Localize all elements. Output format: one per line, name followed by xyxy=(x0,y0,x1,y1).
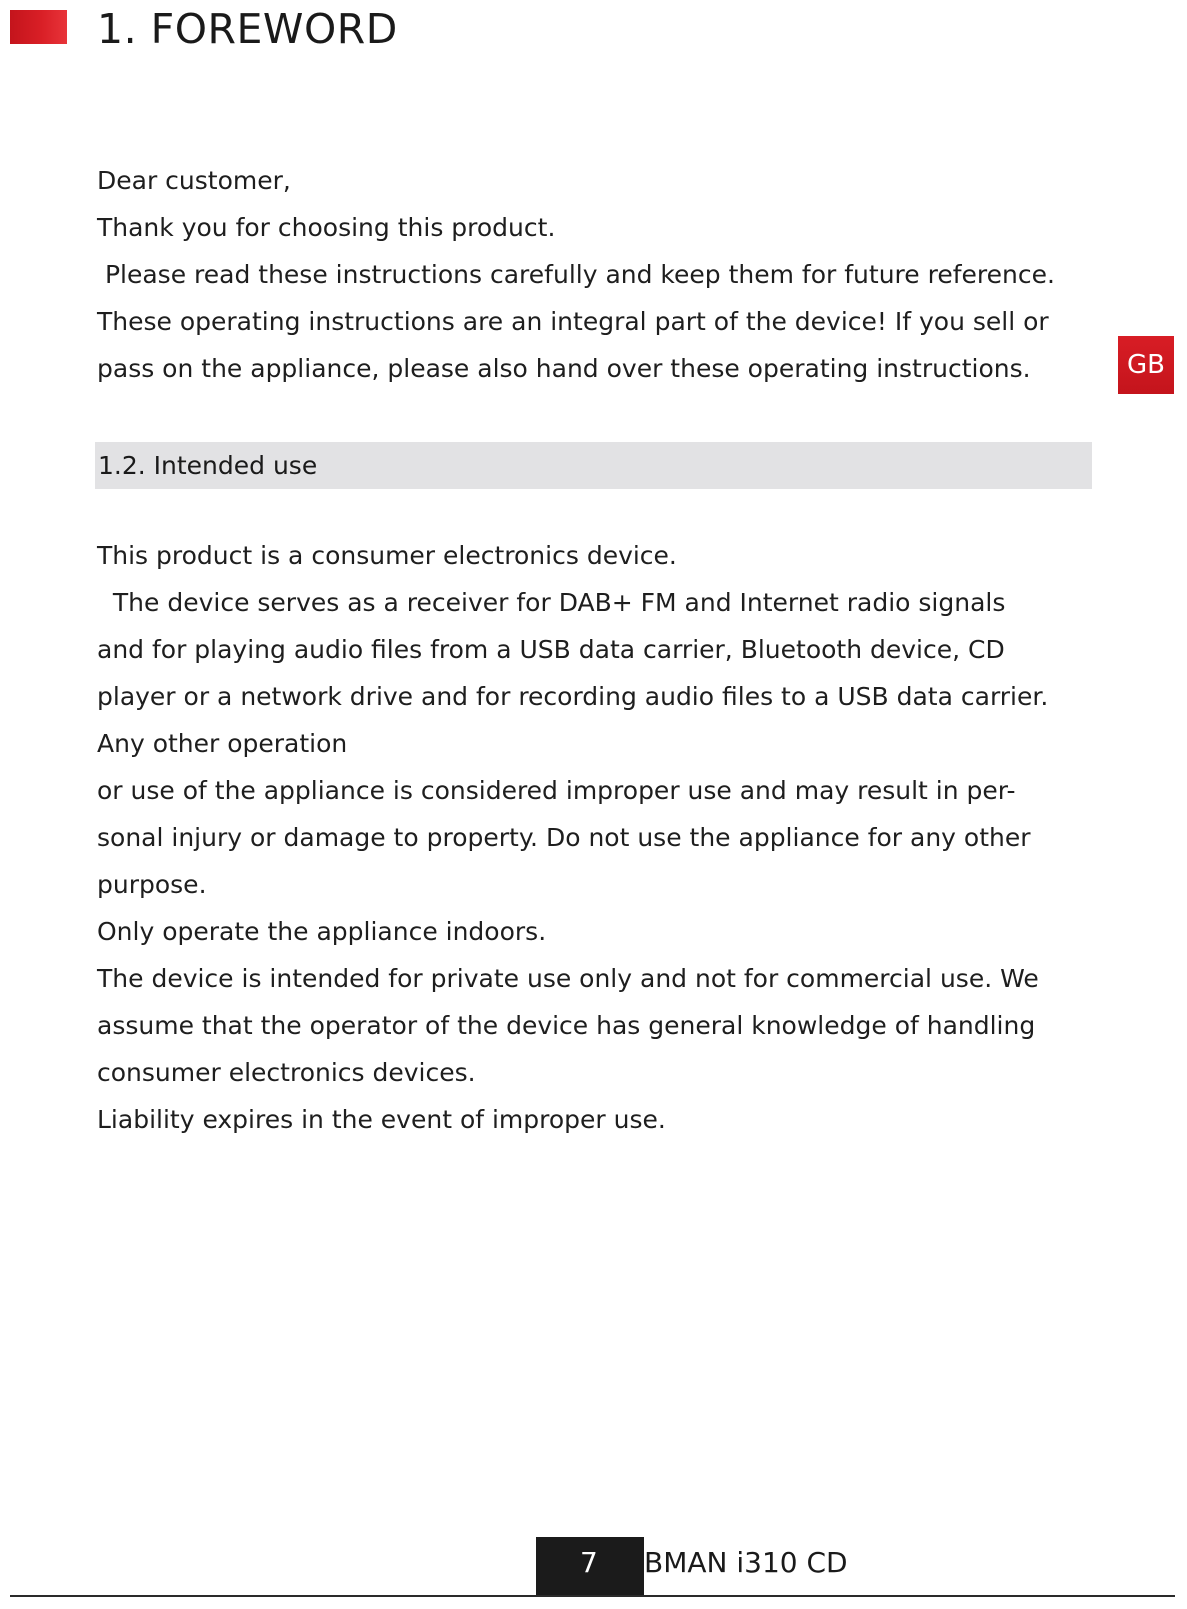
language-badge: GB xyxy=(1118,336,1174,394)
body-line: assume that the operator of the device has general knowledge of handling xyxy=(97,1011,1036,1040)
body-line: sonal injury or damage to property. Do not use the appliance for any other xyxy=(97,823,1031,852)
body-line: purpose. xyxy=(97,870,207,899)
body-line: The device serves as a receiver for DAB+ FM and Internet radio signals xyxy=(97,588,1006,617)
chapter-title: 1. FOREWORD xyxy=(97,5,398,53)
body-line: consumer electronics devices. xyxy=(97,1058,476,1087)
body-line: The device is intended for private use only and not for commercial use. We xyxy=(97,964,1039,993)
body-line: Any other operation xyxy=(97,729,348,758)
intro-line: These operating instructions are an integral part of the device! If you sell or xyxy=(97,307,1049,336)
intro-line: Please read these instructions carefully and keep them for future reference. xyxy=(97,260,1055,289)
chapter-marker-block xyxy=(10,10,67,44)
section-heading-intended-use: 1.2. Intended use xyxy=(95,442,1092,489)
body-line: This product is a consumer electronics device. xyxy=(97,541,677,570)
body-line: Only operate the appliance indoors. xyxy=(97,917,547,946)
footer-page-number: 7 xyxy=(536,1537,644,1596)
intro-line: Thank you for choosing this product. xyxy=(97,213,556,242)
intro-paragraph xyxy=(97,157,1107,392)
body-line: and for playing audio files from a USB data carrier, Bluetooth device, CD xyxy=(97,635,1005,664)
intro-line: Dear customer, xyxy=(97,166,291,195)
body-line: player or a network drive and for recording audio files to a USB data carrier. xyxy=(97,682,1049,711)
footer-model-name: BMAN i310 CD xyxy=(644,1546,848,1579)
body-line: Liability expires in the event of improper use. xyxy=(97,1105,666,1134)
intended-use-text xyxy=(97,532,1107,1143)
body-line: or use of the appliance is considered improper use and may result in per- xyxy=(97,776,1016,805)
intro-line: pass on the appliance, please also hand over these operating instructions. xyxy=(97,354,1031,383)
footer-divider xyxy=(10,1595,1175,1597)
